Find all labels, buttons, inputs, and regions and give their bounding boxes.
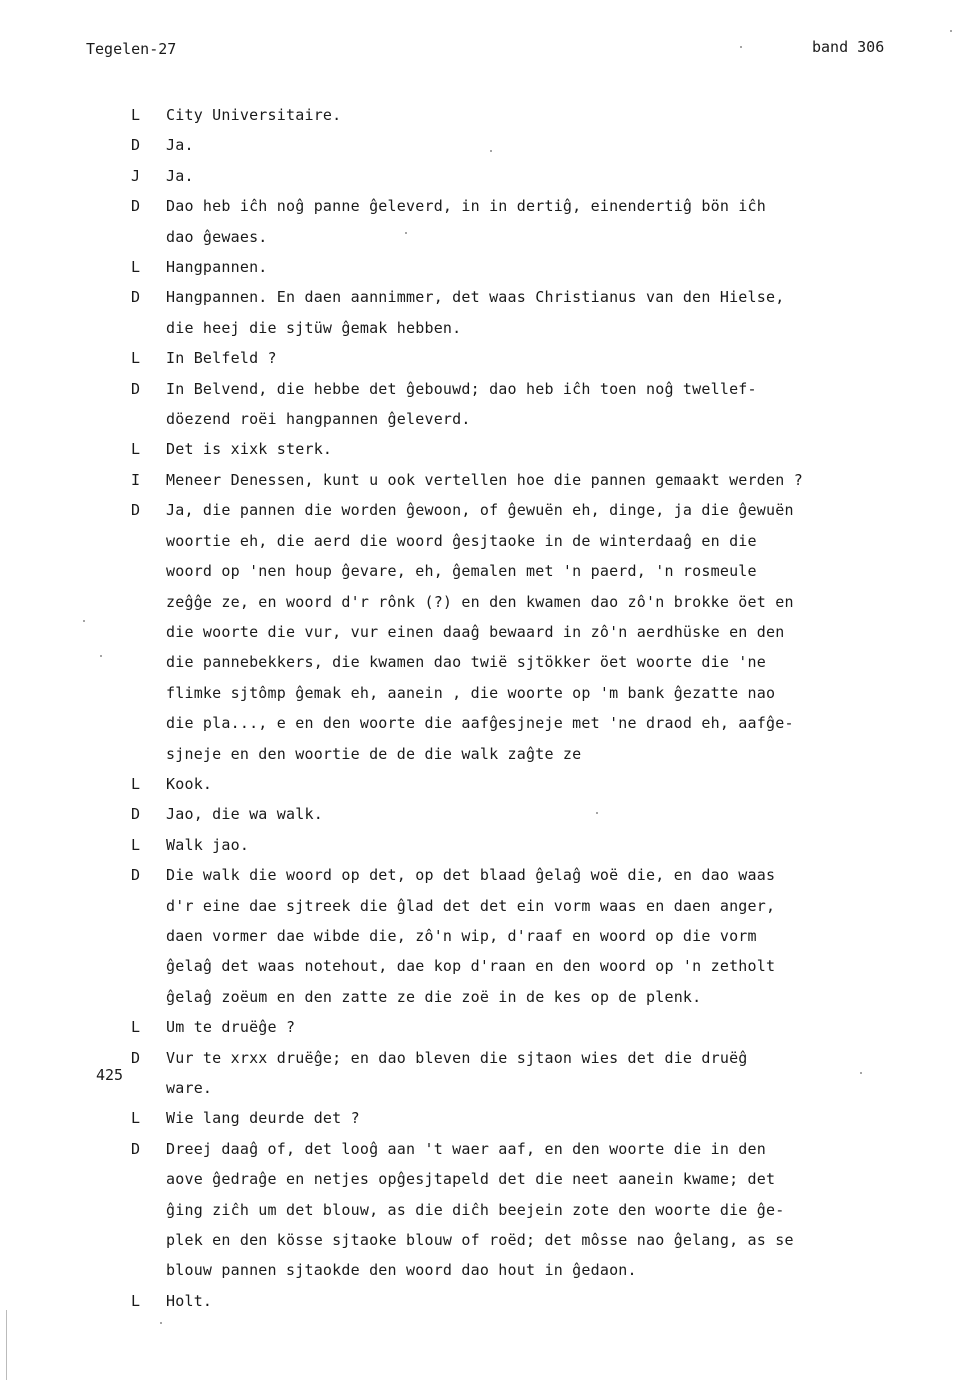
utterance xyxy=(166,830,931,860)
utterance-line: Wie lang deurde det ? xyxy=(166,1109,360,1128)
speaker-label: L xyxy=(131,349,141,368)
utterance-line: dao ĝewaes. xyxy=(166,227,268,246)
utterance-line: döezend roëi hangpannen ĝeleverd. xyxy=(166,410,471,429)
speaker-label: D xyxy=(131,1139,141,1158)
utterance xyxy=(166,252,931,282)
transcript-turn xyxy=(131,100,931,130)
utterance xyxy=(166,130,931,160)
transcript-turn xyxy=(131,191,931,252)
transcript-turn xyxy=(131,434,931,464)
header-location: Tegelen-27 xyxy=(86,40,177,58)
utterance-line: Walk jao. xyxy=(166,835,250,854)
utterance xyxy=(166,860,931,1012)
utterance-line: zeĝĝe ze, en woord d'r rônk (?) en den kwamen dao zô'n brokke öet en xyxy=(166,592,794,611)
utterance-line: plek en den kösse sjtaoke blouw of roëd; det môsse nao ĝelang, as se xyxy=(166,1231,794,1250)
transcript-turn xyxy=(131,465,931,495)
utterance-line: woortie eh, die aerd die woord ĝesjtaoke in de winterdaaĝ en die xyxy=(166,531,757,550)
speaker-label: D xyxy=(131,866,141,885)
speaker-label: D xyxy=(131,288,141,307)
speaker-label: L xyxy=(131,835,141,854)
utterance-line: ware. xyxy=(166,1079,213,1097)
speaker-label: L xyxy=(131,1291,141,1310)
speaker-label: L xyxy=(131,440,141,459)
speaker-label: D xyxy=(131,136,141,155)
utterance xyxy=(166,100,931,130)
utterance-line: Hangpannen. xyxy=(166,258,268,277)
speaker-label: L xyxy=(131,1109,141,1128)
utterance-line: Ja. xyxy=(166,136,194,155)
utterance xyxy=(166,1134,931,1286)
header-tape-number: band 306 xyxy=(812,38,885,56)
speaker-label: D xyxy=(131,805,141,824)
utterance-line: die woorte die vur, vur einen daaĝ bewaard in zô'n aerdhüske en den xyxy=(166,622,785,641)
utterance-line: Kook. xyxy=(166,774,213,793)
transcript-turn xyxy=(131,161,931,191)
transcript-turn xyxy=(131,374,931,435)
transcript-turn xyxy=(131,343,931,373)
utterance xyxy=(166,282,931,343)
utterance xyxy=(166,769,931,799)
transcript xyxy=(131,100,931,1316)
utterance xyxy=(166,1012,931,1042)
utterance-line: City Universitaire. xyxy=(166,106,342,124)
utterance xyxy=(166,1286,931,1316)
utterance xyxy=(166,465,931,495)
transcript-turn xyxy=(131,1134,931,1286)
utterance-line: die heej die sjtüw ĝemak hebben. xyxy=(166,318,462,337)
utterance-line: Holt. xyxy=(166,1291,213,1310)
utterance xyxy=(166,1103,931,1133)
speaker-label: L xyxy=(131,258,141,277)
utterance-line: Ja. xyxy=(166,166,194,185)
utterance-line: Vur te xrxx druëĝe; en dao bleven die sjtaon wies det die druëĝ xyxy=(166,1048,748,1067)
utterance xyxy=(166,343,931,373)
transcript-turn xyxy=(131,252,931,282)
utterance-line: die pla..., e en den woorte die aafĝesjneje met 'ne draod eh, aafĝe- xyxy=(166,714,794,733)
utterance xyxy=(166,191,931,252)
transcript-turn xyxy=(131,1103,931,1133)
utterance-line: In Belfeld ? xyxy=(166,349,277,368)
margin-counter: 425 xyxy=(96,1066,124,1084)
speaker-label: D xyxy=(131,501,141,520)
speaker-label: J xyxy=(131,166,141,185)
utterance-line: daen vormer dae wibde die, zô'n wip, d'raaf en woord op die vorm xyxy=(166,926,757,945)
utterance-line: ĝing ziĉh um det blouw, as die diĉh beejein zote den woorte die ĝe- xyxy=(166,1200,785,1219)
transcript-turn xyxy=(131,769,931,799)
utterance-line: Dao heb iĉh noĝ panne ĝeleverd, in in dertiĝ, einendertiĝ bön iĉh xyxy=(166,197,766,216)
transcript-turn xyxy=(131,1043,931,1104)
transcript-turn xyxy=(131,282,931,343)
utterance-line: flimke sjtômp ĝemak eh, aanein , die woorte op 'm bank ĝezatte nao xyxy=(166,683,776,702)
utterance-line: ĝelaĝ det waas notehout, dae kop d'raan en den woord op 'n zetholt xyxy=(166,957,776,976)
utterance-line: Ja, die pannen die worden ĝewoon, of ĝewuën eh, dinge, ja die ĝewuën xyxy=(166,501,794,520)
transcript-turn xyxy=(131,799,931,829)
speaker-label: I xyxy=(131,470,141,489)
transcript-turn xyxy=(131,1012,931,1042)
scan-edge-mark xyxy=(6,1310,7,1380)
speaker-label: L xyxy=(131,1018,141,1037)
utterance xyxy=(166,161,931,191)
utterance xyxy=(166,799,931,829)
transcript-turn xyxy=(131,495,931,769)
utterance-line: blouw pannen sjtaokde den woord dao hout in ĝedaon. xyxy=(166,1261,637,1280)
utterance-line: sjneje en den woortie de de die walk zaĝte ze xyxy=(166,744,582,763)
utterance-line: d'r eine dae sjtreek die ĝlad det det ein vorm waas en daen anger, xyxy=(166,896,776,915)
utterance-line: Meneer Denessen, kunt u ook vertellen hoe die pannen gemaakt werden ? xyxy=(166,470,803,489)
utterance-line: ĝelaĝ zoëum en den zatte ze die zoë in de kes op de plenk. xyxy=(166,987,702,1006)
utterance-line: aove ĝedraĝe en netjes opĝesjtapeld det die neet aanein kwame; det xyxy=(166,1170,776,1189)
utterance-line: Die walk die woord op det, op det blaad ĝelaĝ woë die, en dao waas xyxy=(166,866,776,885)
utterance xyxy=(166,495,931,769)
transcript-turn xyxy=(131,860,931,1012)
speaker-label: D xyxy=(131,379,141,398)
utterance-line: Jao, die wa walk. xyxy=(166,805,323,824)
utterance xyxy=(166,1043,931,1104)
speaker-label: D xyxy=(131,197,141,216)
utterance-line: Det is xixk sterk. xyxy=(166,440,333,459)
utterance-line: Dreej daaĝ of, det looĝ aan 't waer aaf, en den woorte die in den xyxy=(166,1139,766,1158)
speaker-label: L xyxy=(131,774,141,793)
utterance-line: woord op 'nen houp ĝevare, eh, ĝemalen met 'n paerd, 'n rosmeule xyxy=(166,562,757,581)
transcript-turn xyxy=(131,1286,931,1316)
transcript-turn xyxy=(131,830,931,860)
utterance-line: Um te druëĝe ? xyxy=(166,1018,296,1037)
speaker-label: L xyxy=(131,106,141,124)
transcript-turn xyxy=(131,130,931,160)
utterance-line: die pannebekkers, die kwamen dao twië sjtökker öet woorte die 'ne xyxy=(166,653,766,672)
utterance xyxy=(166,434,931,464)
utterance-line: In Belvend, die hebbe det ĝebouwd; dao heb iĉh toen noĝ twellef- xyxy=(166,379,757,398)
speaker-label: D xyxy=(131,1048,141,1067)
utterance xyxy=(166,374,931,435)
utterance-line: Hangpannen. En daen aannimmer, det waas Christianus van den Hielse, xyxy=(166,288,785,307)
